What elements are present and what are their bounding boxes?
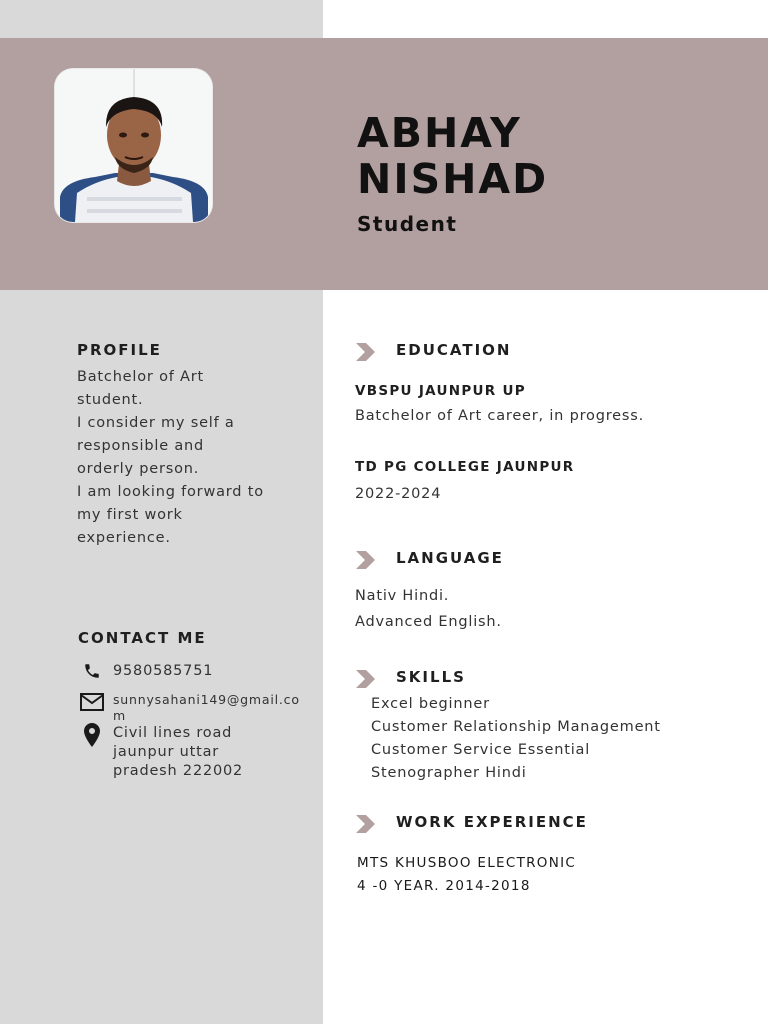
mail-icon [80,693,104,711]
profile-line: I am looking forward to [77,484,264,500]
email-line: sunnysahani149@gmail.co [113,692,300,707]
education-heading: EDUCATION [396,341,512,359]
profile-line: experience. [77,530,171,546]
contact-heading: CONTACT ME [78,629,207,647]
address-line: Civil lines road [113,725,233,741]
profile-line: Batchelor of Art [77,369,205,385]
work-detail [357,852,576,898]
candidate-role: Student [357,212,458,236]
language-item: Nativ Hindi. [355,588,450,604]
profile-text [77,366,264,550]
profile-line: my first work [77,507,183,523]
education-detail: Batchelor of Art career, in progress. [355,408,644,424]
address-line: jaunpur uttar [113,744,220,760]
profile-line: orderly person. [77,461,200,477]
language-list [355,583,502,635]
education-school: VBSPU JAUNPUR UP [355,383,526,399]
skill-item: Customer Service Essential [371,742,591,758]
email-line: m [113,708,126,723]
chevron-right-icon [356,343,380,361]
location-pin-icon [84,723,100,747]
language-heading: LANGUAGE [396,549,504,567]
work-line: 4 -0 YEAR. 2014-2018 [357,878,531,894]
skill-item: Excel beginner [371,696,490,712]
skill-item: Customer Relationship Management [371,719,661,735]
portrait-image [55,69,212,222]
skills-heading: SKILLS [396,668,466,686]
profile-line: I consider my self a [77,415,235,431]
profile-photo [55,69,212,222]
email-address[interactable] [113,692,300,724]
address [113,724,243,781]
language-item: Advanced English. [355,614,502,630]
address-line: pradesh 222002 [113,763,244,779]
skills-list [371,693,661,785]
chevron-right-icon [356,670,380,688]
name-last: NISHAD [357,155,549,203]
education-detail: 2022-2024 [355,486,442,502]
profile-line: responsible and [77,438,205,454]
work-line: MTS KHUSBOO ELECTRONIC [357,855,577,871]
chevron-right-icon [356,551,380,569]
phone-number[interactable]: 9580585751 [113,663,214,679]
work-heading: WORK EXPERIENCE [396,813,588,831]
phone-icon [83,662,101,680]
candidate-name [357,110,548,202]
name-first: ABHAY [357,109,522,157]
skill-item: Stenographer Hindi [371,765,527,781]
profile-line: student. [77,392,144,408]
profile-heading: PROFILE [77,341,162,359]
education-school: TD PG COLLEGE JAUNPUR [355,459,575,475]
chevron-right-icon [356,815,380,833]
